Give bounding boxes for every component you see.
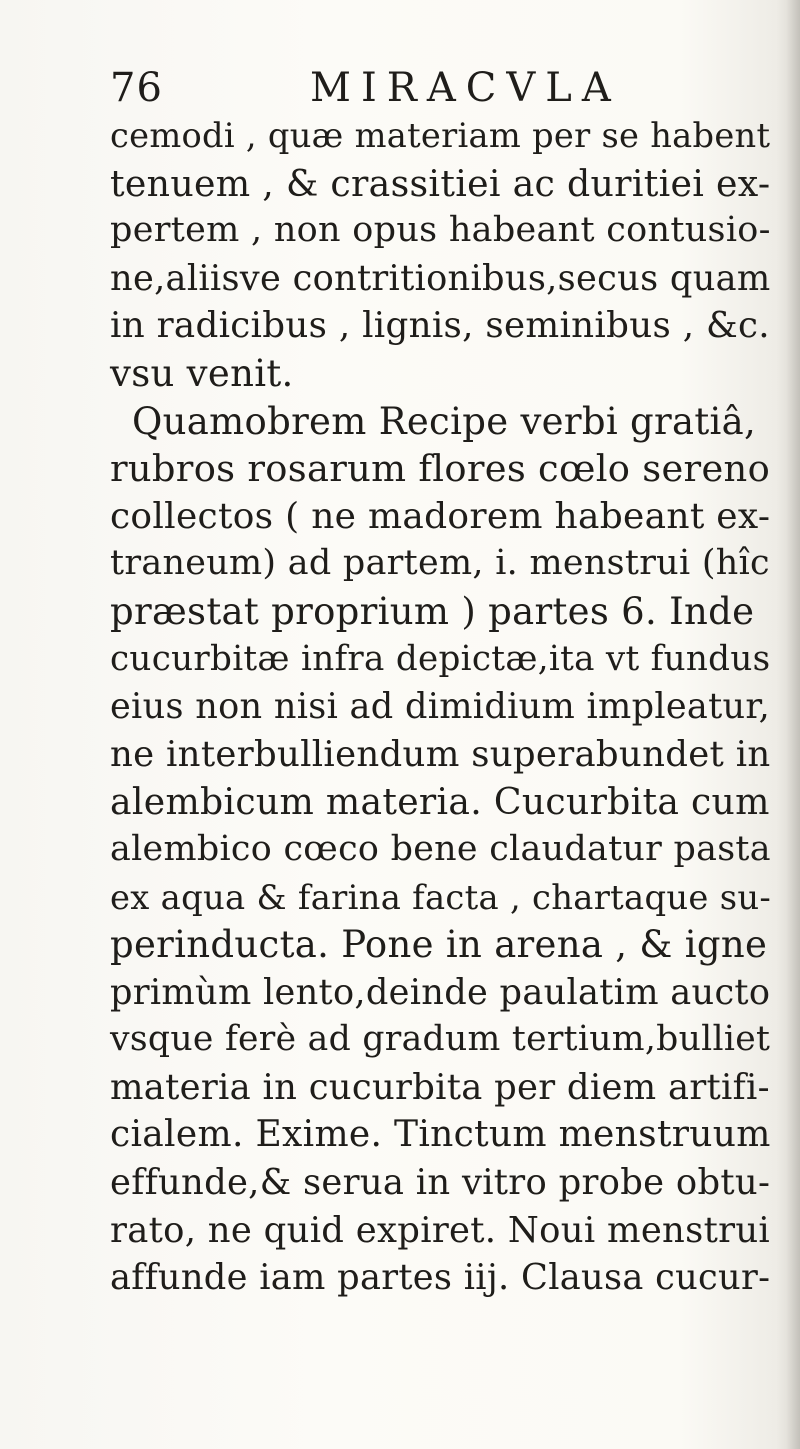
text-line: affunde iam partes iij. Clausa cucur- [110,1257,771,1299]
text-line: ex aqua & farina facta , chartaque su- [110,877,772,917]
text-line: cemodi , quæ materiam per se habent [110,116,771,155]
text-line: perinducta. Pone in arena , & igne [110,923,768,967]
page-header [110,62,670,114]
text-line: collectos ( ne madorem habeant ex- [110,495,771,537]
text-line: ne interbulliendum superabundet in [110,733,771,775]
text-line: Quamobrem Recipe verbi gratiâ, [132,399,757,443]
text-line: primùm lento,deinde paulatim aucto [110,971,771,1013]
text-line: pertem , non opus habeant contusio- [110,210,771,251]
text-line: alembicum materia. Cucurbita cum [110,780,770,824]
text-line: alembico cœco bene claudatur pasta [110,828,771,869]
text-line: effunde,& serua in vitro probe obtu- [110,1162,771,1204]
text-line: tenuem , & crassitiei ac duritiei ex- [110,161,771,205]
text-line: materia in cucurbita per diem artifi- [110,1066,770,1108]
text-line: ne,aliisve contritionibus,secus quam [110,257,771,299]
body-text [110,112,770,1302]
text-line: præstat proprium ) partes 6. Inde [110,589,755,633]
page-number: 76 [110,65,163,111]
text-line: vsu venit. [110,351,294,395]
text-line: in radicibus , lignis, seminibus , &c. [110,305,770,347]
running-title: MIRACVLA [310,65,621,111]
text-line: cucurbitæ infra depictæ,ita vt fundus [110,638,771,679]
text-line: rato, ne quid expiret. Noui menstrui [110,1209,771,1251]
text-line: rubros rosarum flores cœlo sereno [110,447,771,491]
text-line: eius non nisi ad dimidium impleatur, [110,686,771,728]
text-line: vsque ferè ad gradum tertium,bulliet [110,1019,771,1060]
text-line: traneum) ad partem, i. menstrui (hîc [110,543,770,584]
page-edge-shadow [786,0,800,1449]
text-line: cialem. Exime. Tinctum menstruum [110,1114,771,1156]
